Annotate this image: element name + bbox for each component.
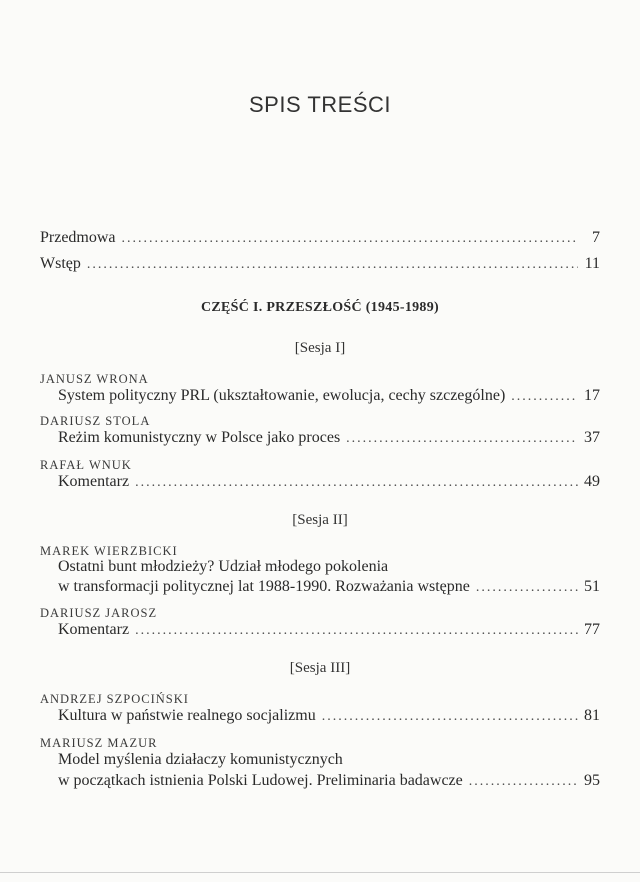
dot-leader [346, 429, 578, 449]
entry-title: w początkach istnienia Polski Ludowej. Preliminaria badawcze [58, 772, 463, 789]
entry-title: Przedmowa [40, 229, 116, 246]
page-number: 95 [584, 772, 600, 789]
author-name: DARIUSZ JAROSZ [40, 606, 158, 620]
session-label-3: [Sesja III] [289, 660, 351, 676]
dot-leader [476, 578, 578, 598]
dot-leader [469, 772, 578, 792]
entry-title: Komentarz [58, 473, 130, 490]
entry-title-line: Model myślenia działaczy komunistycznych [58, 751, 343, 768]
page-number: 77 [584, 621, 600, 638]
session-label-1: [Sesja I] [294, 340, 346, 356]
toc-entry [58, 472, 600, 493]
toc-entry [58, 386, 600, 407]
entry-title: Reżim komunistyczny w Polsce jako proces [58, 429, 341, 446]
entry-title: Wstęp [40, 255, 81, 272]
dot-leader [511, 387, 578, 407]
dot-leader [135, 473, 578, 493]
dot-leader [135, 621, 578, 641]
author-name: JANUSZ WRONA [40, 372, 149, 386]
entry-title-line: Ostatni bunt młodzieży? Udział młodego pokolenia [58, 558, 389, 575]
page-number: 37 [584, 429, 600, 446]
page-title: SPIS TREŚCI [248, 92, 392, 117]
author-name: MAREK WIERZBICKI [40, 544, 178, 558]
toc-entry [58, 620, 600, 641]
toc-entry [58, 428, 600, 449]
page-number: 11 [584, 255, 600, 272]
entry-title: Kultura w państwie realnego socjalizmu [58, 707, 316, 724]
entry-title: Komentarz [58, 621, 130, 638]
toc-entry [58, 706, 600, 727]
author-name: MARIUSZ MAZUR [40, 736, 158, 750]
page-number: 81 [584, 707, 600, 724]
dot-leader [322, 707, 578, 727]
page-number: 51 [584, 578, 600, 595]
author-name: DARIUSZ STOLA [40, 414, 151, 428]
page-edge-rule [0, 872, 640, 873]
entry-title: w transformacji politycznej lat 1988-1990. Rozważania wstępne [58, 578, 470, 595]
dot-leader [122, 229, 578, 249]
author-name: ANDRZEJ SZPOCIŃSKI [40, 692, 189, 706]
toc-entry [58, 577, 600, 598]
author-name: RAFAŁ WNUK [40, 458, 132, 472]
part-heading: CZĘŚĆ I. PRZESZŁOŚĆ (1945-1989) [200, 300, 439, 315]
entry-title: System polityczny PRL (ukształtowanie, ewolucja, cechy szczególne) [58, 387, 506, 404]
page-number: 49 [584, 473, 600, 490]
page-number: 17 [584, 387, 600, 404]
session-label-2: [Sesja II] [292, 512, 348, 528]
toc-entry-przedmowa [40, 228, 600, 249]
toc-entry [58, 771, 600, 792]
toc-entry-wstep [40, 254, 600, 275]
dot-leader [87, 255, 578, 275]
page-number: 7 [592, 229, 600, 246]
